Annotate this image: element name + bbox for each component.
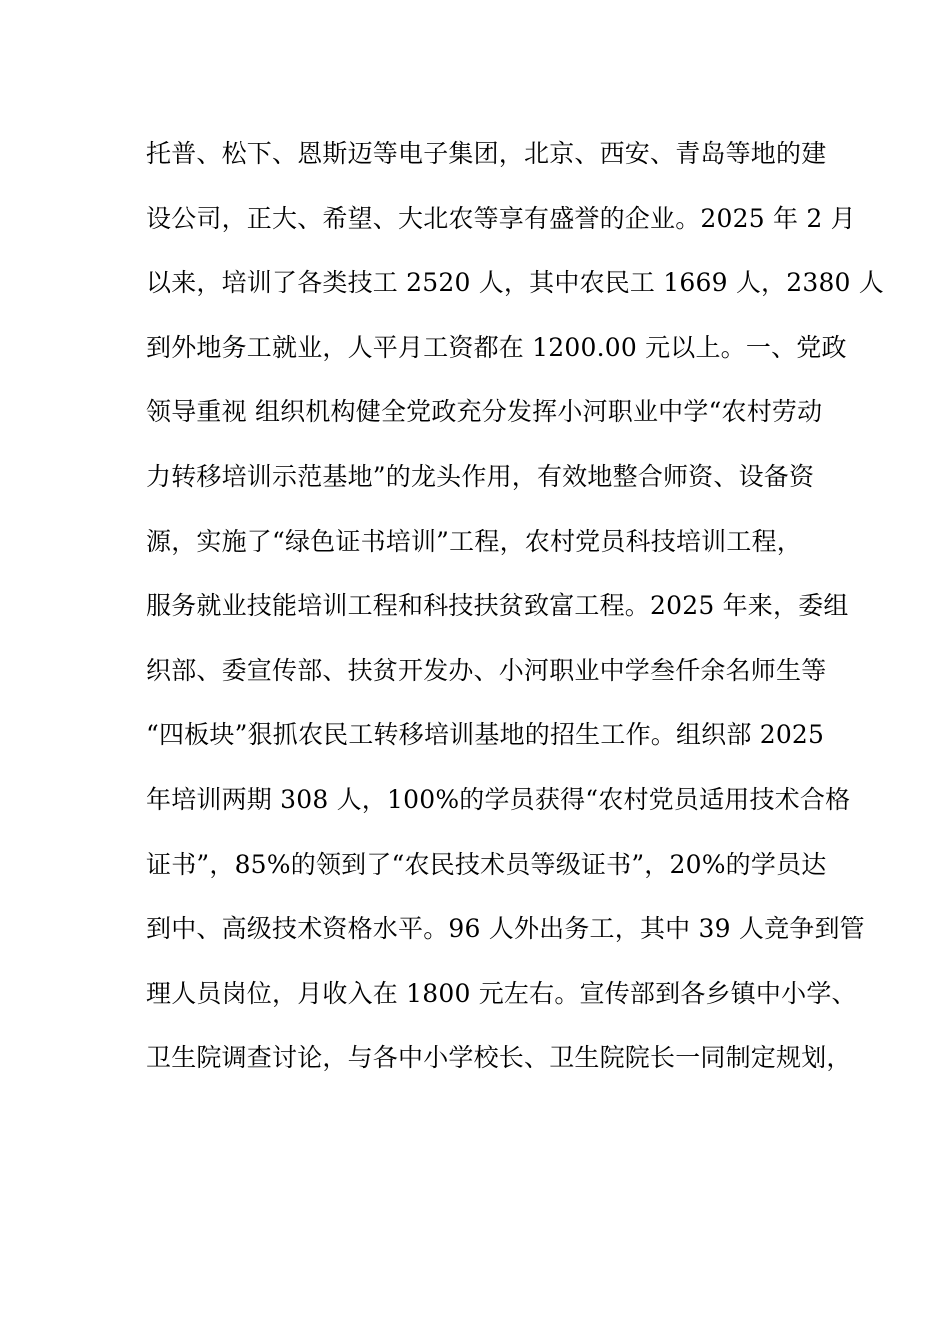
text-line: 以来，培训了各类技工 2520 人，其中农民工 1669 人，2380 人 <box>146 268 885 298</box>
body-text <box>146 126 885 1095</box>
text-line: 到外地务工就业，人平月工资都在 1200.00 元以上。一、党政 <box>146 332 847 362</box>
text-line: 服务就业技能培训工程和科技扶贫致富工程。2025 年来，委组 <box>146 591 849 621</box>
text-line: 年培训两期 308 人，100%的学员获得“农村党员适用技术合格 <box>146 784 851 814</box>
text-line: 织部、委宣传部、扶贫开发办、小河职业中学叁仟余名师生等 <box>146 655 827 685</box>
text-line: 力转移培训示范基地”的龙头作用，有效地整合师资、设备资 <box>146 461 815 491</box>
text-line: 源，实施了“绿色证书培训”工程，农村党员科技培训工程， <box>146 526 802 556</box>
text-line: 理人员岗位，月收入在 1800 元左右。宣传部到各乡镇中小学、 <box>146 978 857 1008</box>
text-line: 领导重视 组织机构健全党政充分发挥小河职业中学“农村劳动 <box>146 397 823 427</box>
text-line: 设公司，正大、希望、大北农等享有盛誉的企业。2025 年 2 月 <box>146 203 856 233</box>
text-line: 卫生院调查讨论，与各中小学校长、卫生院院长一同制定规划， <box>146 1043 852 1073</box>
text-line: 到中、高级技术资格水平。96 人外出务工，其中 39 人竞争到管 <box>146 914 865 944</box>
text-line: 证书”，85%的领到了“农民技术员等级证书”，20%的学员达 <box>146 849 827 879</box>
text-line: 托普、松下、恩斯迈等电子集团，北京、西安、青岛等地的建 <box>146 139 827 168</box>
text-line: “四板块”狠抓农民工转移培训基地的招生工作。组织部 2025 <box>146 720 825 750</box>
